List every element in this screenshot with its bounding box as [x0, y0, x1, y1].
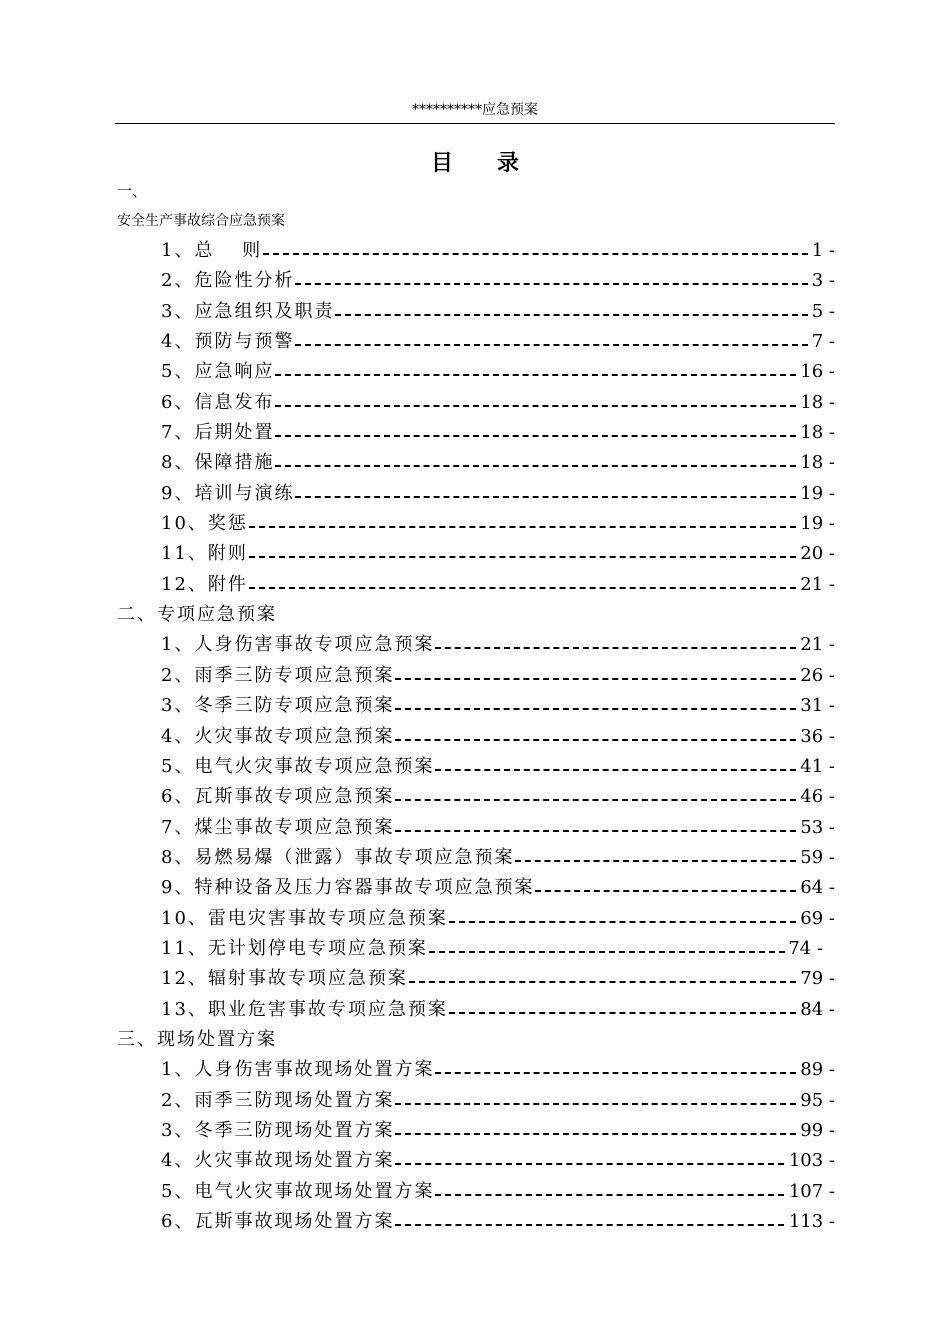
toc-entry-label: 10、雷电灾害事故专项应急预案 — [161, 907, 448, 929]
toc-dot-leader — [395, 678, 796, 680]
toc-entry-label: 9、特种设备及压力容器事故专项应急预案 — [161, 877, 535, 899]
toc-entry-label: 6、瓦斯事故现场处置方案 — [161, 1211, 395, 1232]
toc-page-number: 18 - — [800, 452, 835, 474]
toc-entry-label: 6、信息发布 — [161, 391, 275, 413]
toc-entry[interactable] — [0, 722, 950, 752]
toc-page-number: 46 - — [800, 786, 835, 808]
toc-entry[interactable] — [0, 1055, 950, 1085]
toc-entry[interactable] — [0, 297, 950, 327]
toc-entry[interactable] — [0, 630, 950, 660]
toc-dot-leader — [435, 1072, 796, 1074]
toc-page-number: 20 - — [800, 543, 835, 565]
toc-entry[interactable] — [0, 752, 950, 782]
toc-dot-leader — [395, 739, 796, 741]
toc-entry-label: 7、煤尘事故专项应急预案 — [161, 816, 395, 838]
header-divider — [115, 123, 835, 124]
toc-entry-label: 4、火灾事故现场处置方案 — [161, 1150, 395, 1172]
toc-entry-label: 6、瓦斯事故专项应急预案 — [161, 786, 395, 808]
toc-dot-leader — [275, 374, 796, 376]
toc-page-number: 79 - — [800, 968, 835, 990]
toc-entry[interactable] — [0, 1116, 950, 1146]
toc-list — [0, 236, 950, 1237]
toc-page-number: 103 - — [788, 1150, 835, 1172]
toc-dot-leader — [249, 526, 796, 528]
toc-page-number: 26 - — [800, 664, 835, 686]
toc-entry[interactable] — [0, 964, 950, 994]
toc-entry-label: 1、人身伤害事故现场处置方案 — [161, 1059, 435, 1081]
toc-entry-label: 2、雨季三防专项应急预案 — [161, 664, 395, 686]
toc-entry-label: 2、雨季三防现场处置方案 — [161, 1089, 395, 1111]
toc-entry-label: 12、辐射事故专项应急预案 — [161, 968, 408, 990]
toc-dot-leader — [395, 1224, 784, 1226]
toc-entry[interactable] — [0, 661, 950, 691]
toc-page-number: 53 - — [800, 816, 835, 838]
toc-entry[interactable] — [0, 904, 950, 934]
running-header: **********应急预案 — [412, 102, 538, 118]
toc-entry[interactable] — [0, 539, 950, 569]
toc-page-number: 18 - — [800, 422, 835, 444]
toc-entry[interactable] — [0, 813, 950, 843]
toc-entry-label: 3、冬季三防现场处置方案 — [161, 1119, 395, 1141]
toc-page-number: 1 - — [811, 240, 835, 261]
toc-entry-label: 12、附件 — [161, 573, 248, 595]
toc-entry[interactable] — [0, 995, 950, 1025]
toc-entry[interactable] — [0, 266, 950, 296]
toc-dot-leader — [249, 587, 796, 589]
toc-entry-label: 3、应急组织及职责 — [161, 300, 335, 322]
toc-dot-leader — [535, 890, 796, 892]
toc-entry-label: 11、无计划停电专项应急预案 — [161, 937, 428, 959]
toc-entry[interactable] — [0, 570, 950, 600]
toc-page-number: 31 - — [800, 695, 835, 717]
toc-entry[interactable] — [0, 418, 950, 448]
toc-title: 目录 — [430, 150, 563, 176]
toc-dot-leader — [395, 708, 796, 710]
toc-dot-leader — [395, 1163, 784, 1165]
toc-dot-leader — [335, 314, 808, 316]
toc-entry[interactable] — [0, 1086, 950, 1116]
toc-entry[interactable] — [0, 1146, 950, 1176]
toc-section-heading — [0, 600, 950, 630]
toc-page-number: 19 - — [800, 513, 835, 535]
toc-entry[interactable] — [0, 479, 950, 509]
toc-entry[interactable] — [0, 934, 950, 964]
toc-entry-label: 11、附则 — [161, 543, 248, 565]
toc-entry[interactable] — [0, 782, 950, 812]
toc-entry-label: 3、冬季三防专项应急预案 — [161, 695, 395, 717]
toc-dot-leader — [275, 465, 796, 467]
toc-entry[interactable] — [0, 509, 950, 539]
toc-entry[interactable] — [0, 236, 950, 266]
toc-entry-label: 4、火灾事故专项应急预案 — [161, 725, 395, 747]
toc-page-number: 41 - — [800, 755, 835, 777]
toc-entry-label: 5、电气火灾事故现场处置方案 — [161, 1180, 435, 1202]
toc-page-number: 19 - — [800, 482, 835, 504]
toc-dot-leader — [275, 405, 796, 407]
toc-entry-label: 8、保障措施 — [161, 452, 275, 474]
toc-page-number: 69 - — [800, 907, 835, 929]
toc-dot-leader — [395, 830, 796, 832]
toc-entry[interactable] — [0, 388, 950, 418]
toc-entry-label: 1、总 则 — [161, 240, 263, 261]
toc-dot-leader — [295, 283, 808, 285]
toc-section-label: 三、现场处置方案 — [117, 1028, 277, 1050]
toc-page-number: 84 - — [800, 998, 835, 1020]
toc-entry-label: 4、预防与预警 — [161, 331, 295, 353]
toc-dot-leader — [449, 1012, 796, 1014]
toc-page-number: 74 - — [788, 937, 823, 959]
toc-dot-leader — [429, 951, 785, 953]
toc-entry[interactable] — [0, 691, 950, 721]
toc-dot-leader — [295, 344, 808, 346]
toc-page-number: 21 - — [800, 573, 835, 595]
toc-entry-label: 9、培训与演练 — [161, 482, 295, 504]
toc-page-number: 16 - — [800, 361, 835, 383]
toc-page-number: 107 - — [788, 1180, 835, 1202]
toc-dot-leader — [435, 1194, 784, 1196]
toc-entry-label: 5、电气火灾事故专项应急预案 — [161, 755, 435, 777]
toc-page-number: 18 - — [800, 391, 835, 413]
toc-entry-label: 1、人身伤害事故专项应急预案 — [161, 634, 435, 656]
toc-dot-leader — [435, 647, 796, 649]
toc-page-number: 59 - — [800, 846, 835, 868]
toc-dot-leader — [395, 1103, 796, 1105]
toc-dot-leader — [435, 769, 796, 771]
toc-section-label: 二、专项应急预案 — [117, 604, 277, 626]
toc-dot-leader — [263, 253, 808, 255]
toc-page-number: 95 - — [800, 1089, 835, 1111]
toc-entry[interactable] — [0, 1207, 950, 1237]
toc-entry[interactable] — [0, 448, 950, 478]
toc-entry[interactable] — [0, 1177, 950, 1207]
part1-number: 一、 — [117, 182, 148, 200]
toc-page-number: 89 - — [800, 1059, 835, 1081]
toc-page-number: 64 - — [800, 877, 835, 899]
toc-entry-label: 13、职业危害事故专项应急预案 — [161, 998, 448, 1020]
toc-dot-leader — [395, 1133, 796, 1135]
toc-entry[interactable] — [0, 843, 950, 873]
toc-page-number: 5 - — [811, 300, 835, 322]
part1-title: 安全生产事故综合应急预案 — [117, 213, 285, 229]
toc-dot-leader — [249, 556, 796, 558]
toc-entry-label: 5、应急响应 — [161, 361, 275, 383]
toc-page-number: 36 - — [800, 725, 835, 747]
toc-dot-leader — [449, 921, 796, 923]
toc-entry-label: 8、易燃易爆（泄露）事故专项应急预案 — [161, 846, 515, 868]
toc-entry-label: 7、后期处置 — [161, 422, 275, 444]
toc-dot-leader — [395, 799, 796, 801]
toc-section-heading — [0, 1025, 950, 1055]
toc-dot-leader — [515, 860, 796, 862]
toc-dot-leader — [295, 496, 796, 498]
toc-page-number: 3 - — [811, 270, 835, 292]
toc-entry-label: 2、危险性分析 — [161, 270, 295, 292]
toc-entry[interactable] — [0, 327, 950, 357]
toc-dot-leader — [409, 981, 796, 983]
toc-page-number: 99 - — [800, 1119, 835, 1141]
toc-entry[interactable] — [0, 873, 950, 903]
toc-entry[interactable] — [0, 357, 950, 387]
toc-page-number: 21 - — [800, 634, 835, 656]
toc-page-number: 7 - — [811, 331, 835, 353]
toc-entry-label: 10、奖惩 — [161, 513, 248, 535]
toc-page-number: 113 - — [788, 1211, 835, 1232]
toc-dot-leader — [275, 435, 796, 437]
